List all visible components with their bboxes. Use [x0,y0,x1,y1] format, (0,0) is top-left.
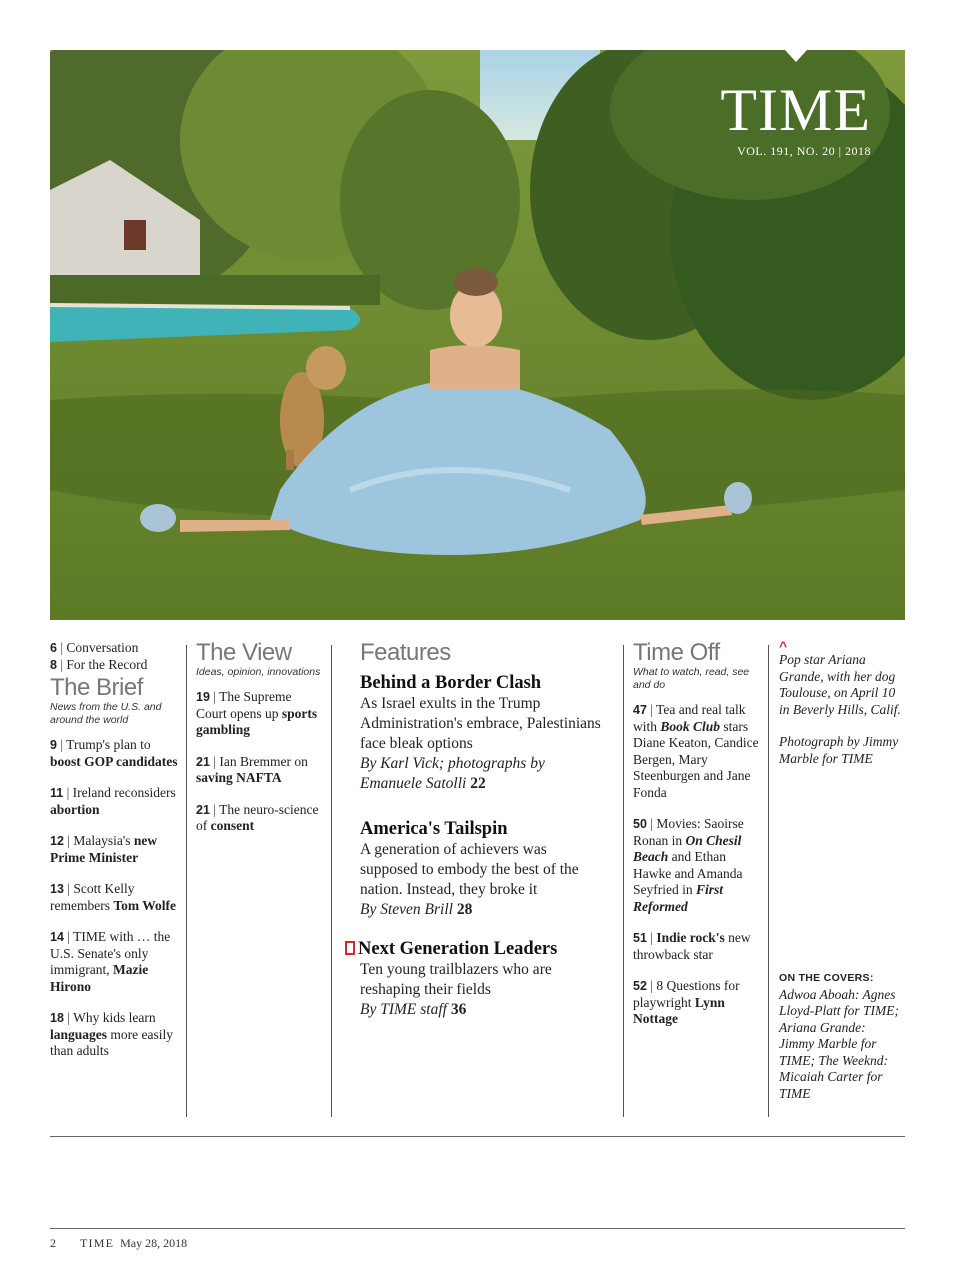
feature-item[interactable] [360,672,607,794]
timeoff-column [633,640,761,1043]
toc-item[interactable]: 9 | Trump's plan to boost GOP candidates [50,737,178,769]
footer-brand: TIME [80,1236,115,1250]
column-divider [186,645,187,1117]
view-column [196,640,324,850]
section-subtitle: What to watch, read, see and do [633,666,750,691]
column-divider [331,645,332,1117]
section-title-the-brief: The Brief [50,674,143,701]
caption-column [779,638,901,1101]
covers-text: Adwoa Aboah: Agnes Lloyd-Platt for TIME; Ariana Grande: Jimmy Marble for TIME; The Weeknd: Micaiah Carter for TIME [779,986,899,1101]
toc-item[interactable]: 13 | Scott Kelly remembers Tom Wolfe [50,881,176,913]
feature-title: Next Generation Leaders [345,938,607,960]
toc-item[interactable]: 19 | The Supreme Court opens up sports gambling [196,689,318,737]
page-number: 2 [50,1236,56,1250]
covers-credits [779,970,901,1102]
feature-title: America's Tailspin [360,819,508,839]
toc-item[interactable]: 18 | Why kids learn languages more easily than adults [50,1010,173,1058]
feature-byline: By Karl Vick; photographs by Emanuele Satolli 22 [360,755,545,792]
section-title-time-off: Time Off [633,639,720,666]
caret-up-icon: ^ [779,638,788,654]
masthead [720,77,871,159]
red-marker-icon [345,941,355,955]
toc-item[interactable]: 52 | 8 Questions for playwright Lynn Nottage [633,978,740,1026]
features-column [345,640,607,1038]
photo-caption: Pop star Ariana Grande, with her dog Toulouse, on April 10 in Beverly Hills, Calif. [779,652,901,717]
toc-item[interactable]: 12 | Malaysia's new Prime Minister [50,833,158,865]
feature-desc: A generation of achievers was supposed to embody the best of the nation. Instead, they broke it [360,841,579,898]
left-column [50,640,180,1075]
volume-line: VOL. 191, NO. 20 | 2018 [737,144,871,158]
time-logo: TIME [720,77,871,143]
toc-item[interactable]: 11 | Ireland reconsiders abortion [50,785,176,817]
toc-item[interactable]: 8 | For the Record [50,656,148,672]
toc-item[interactable]: 47 | Tea and real talk with Book Club stars Diane Keaton, Candice Bergen, Mary Steenburgen and Jane Fonda [633,702,759,800]
issue-date: May 28, 2018 [120,1236,188,1250]
column-divider [623,645,624,1117]
feature-title: Behind a Border Clash [360,673,542,693]
feature-byline: By TIME staff 36 [360,1001,467,1018]
footer-rule [50,1228,905,1229]
toc-item[interactable]: 14 | TIME with … the U.S. Senate's only immigrant, Mazie Hirono [50,929,171,994]
column-divider [768,645,769,1117]
section-subtitle: Ideas, opinion, innovations [196,666,321,678]
feature-desc: Ten young trailblazers who are reshaping their fields [360,961,552,998]
toc-item[interactable]: 6 | Conversation [50,640,139,655]
section-title-the-view: The View [196,639,292,666]
section-divider [50,1136,905,1137]
photo-credit: Photograph by Jimmy Marble for TIME [779,734,899,766]
feature-byline: By Steven Brill 28 [360,901,473,918]
feature-item[interactable] [360,818,607,920]
toc-item[interactable]: 21 | Ian Bremmer on saving NAFTA [196,753,308,785]
toc-item[interactable]: 50 | Movies: Saoirse Ronan in On Chesil Beach and Ethan Hawke and Amanda Seyfried in First Reformed [633,816,744,914]
cover-photo [50,50,905,620]
section-subtitle: News from the U.S. and around the world [50,701,162,726]
section-title-features: Features [360,639,451,666]
page-footer [50,1236,187,1251]
masthead-marker [785,50,807,62]
toc-item[interactable]: 21 | The neuro-science of consent [196,801,319,833]
feature-item[interactable] [345,938,607,1020]
covers-label: ON THE COVERS: [779,972,874,984]
feature-desc: As Israel exults in the Trump Administration's embrace, Palestinians face bleak options [360,695,601,752]
toc-item[interactable]: 51 | Indie rock's new throwback star [633,930,751,962]
